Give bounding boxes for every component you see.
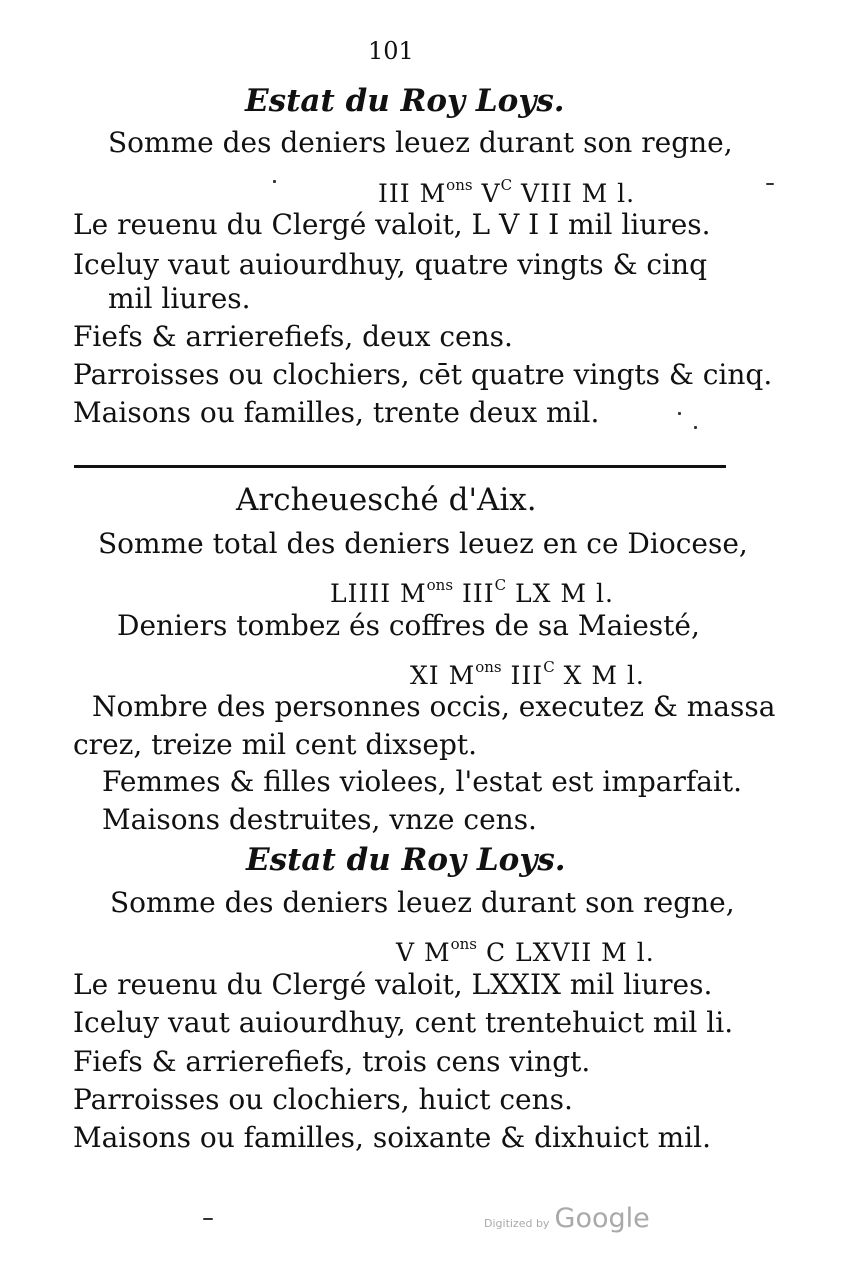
watermark-prefix: Digitized by: [484, 1217, 550, 1230]
text-line: Parroisses ou clochiers, cēt quatre vingts & cinq.: [73, 358, 773, 391]
section-heading: Archeuesché d'Aix.: [236, 482, 537, 518]
scan-speck: [694, 426, 697, 429]
text-line: Nombre des personnes occis, executez & massa: [92, 690, 776, 723]
divider-rule: [74, 465, 726, 468]
scan-speck: [678, 412, 681, 415]
text-line: Maisons destruites, vnze cens.: [102, 803, 537, 836]
text-line: Femmes & filles violees, l'estat est imparfait.: [102, 765, 743, 798]
text-line: Le reuenu du Clergé valoit, L V I I mil liures.: [73, 208, 711, 241]
scan-speck: [273, 180, 276, 183]
google-logo: Google: [554, 1203, 650, 1234]
text-line: Fiefs & arrierefiefs, deux cens.: [73, 320, 513, 353]
text-line: Le reuenu du Clergé valoit, LXXIX mil liures.: [73, 968, 713, 1001]
amount-line: III $M^{ons}$ $V^C$ VIII M l.: [378, 176, 636, 208]
amount-line: V $M^{ons}$ C LXVII M l.: [396, 935, 655, 967]
section-heading: Estat du Roy Loys.: [245, 83, 565, 119]
digitized-watermark: [484, 1203, 650, 1234]
text-line: Maisons ou familles, soixante & dixhuict mil.: [73, 1121, 711, 1154]
text-line: mil liures.: [108, 282, 251, 315]
amount-line: LIIII $M^{ons}$ $III^C$ LX M l.: [330, 576, 614, 608]
text-line: Maisons ou familles, trente deux mil.: [73, 396, 600, 429]
amount-line: XI $M^{ons}$ $III^C$ X M l.: [410, 658, 645, 690]
text-line: Somme des deniers leuez durant son regne,: [108, 126, 733, 159]
text-line: Deniers tombez és coffres de sa Maiesté,: [117, 609, 700, 642]
text-line: crez, treize mil cent dixsept.: [73, 728, 478, 761]
text-line: Somme total des deniers leuez en ce Diocese,: [98, 527, 748, 560]
text-line: Iceluy vaut auiourdhuy, cent trentehuict mil li.: [73, 1006, 734, 1039]
text-line: Iceluy vaut auiourdhuy, quatre vingts & cinq: [73, 248, 707, 281]
text-line: Parroisses ou clochiers, huict cens.: [73, 1083, 573, 1116]
scan-speck: [203, 1218, 213, 1220]
text-line: Fiefs & arrierefiefs, trois cens vingt.: [73, 1045, 591, 1078]
section-heading: Estat du Roy Loys.: [246, 842, 566, 878]
page-number: 101: [368, 37, 414, 65]
text-line: Somme des deniers leuez durant son regne,: [110, 886, 735, 919]
scan-speck: [766, 183, 774, 185]
